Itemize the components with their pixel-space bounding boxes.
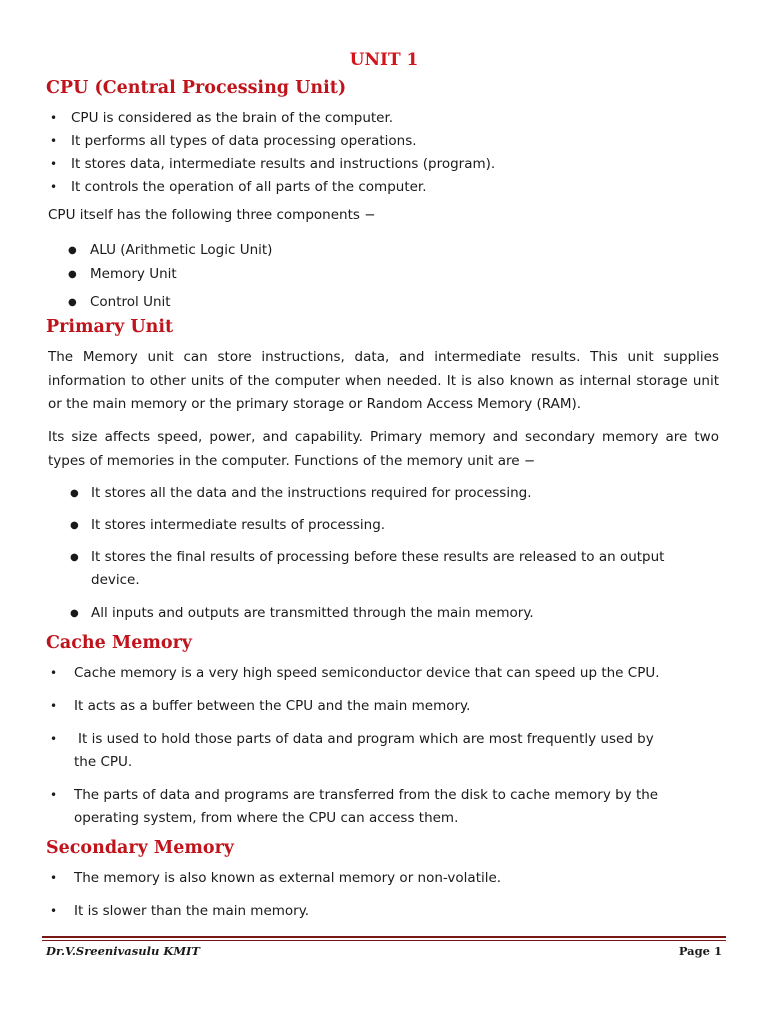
primary-bullet-2: It stores intermediate results of processing. <box>91 517 386 533</box>
cache-heading: Cache Memory <box>46 633 192 653</box>
bullet-icon: • <box>50 180 58 194</box>
bullet-icon: • <box>50 157 58 171</box>
cpu-bullet-4: It controls the operation of all parts of the computer. <box>71 179 427 195</box>
bullet-icon: • <box>50 111 58 125</box>
secondary-bullet-1: The memory is also known as external memory or non-volatile. <box>74 870 502 886</box>
bullet-icon: ● <box>70 608 79 619</box>
cpu-bullet-1: CPU is considered as the brain of the computer. <box>71 110 394 126</box>
cache-bullet-1: Cache memory is a very high speed semiconductor device that can speed up the CPU. <box>74 665 660 681</box>
bullet-icon: • <box>50 788 58 802</box>
primary-bullet-1: It stores all the data and the instructions required for processing. <box>91 485 532 501</box>
primary-bullet-4: All inputs and outputs are transmitted through the main memory. <box>91 605 534 621</box>
primary-paragraph-2: Its size affects speed, power, and capability. Primary memory and secondary memory are two types of memories in the computer. Functions of the memory unit are − <box>48 429 719 469</box>
bullet-icon: ● <box>68 269 77 280</box>
primary-bullet-3: It stores the final results of processing before these results are released to an output <box>91 549 665 565</box>
cpu-intro: CPU itself has the following three components − <box>48 207 376 223</box>
cpu-bullet-3: It stores data, intermediate results and instructions (program). <box>71 156 496 172</box>
bullet-icon: ● <box>68 297 77 308</box>
cpu-component-memory: Memory Unit <box>90 266 177 282</box>
cache-bullet-3-cont: the CPU. <box>74 754 133 770</box>
unit-title: UNIT 1 <box>349 50 419 70</box>
bullet-icon: • <box>50 699 58 713</box>
bullet-icon: • <box>50 904 58 918</box>
primary-heading: Primary Unit <box>46 317 174 337</box>
bullet-icon: • <box>50 666 58 680</box>
footer-page-number: Page 1 <box>678 944 722 958</box>
primary-paragraph-1: The Memory unit can store instructions, data, and intermediate results. This unit supplies information to other units of the computer when needed. It is also known as internal storage unit or the main memory or the primary storage or Random Access Memory (RAM). <box>48 349 719 412</box>
footer-rule <box>42 936 726 938</box>
cache-bullet-2: It acts as a buffer between the CPU and the main memory. <box>74 698 471 714</box>
cpu-heading: CPU (Central Processing Unit) <box>46 78 347 98</box>
bullet-icon: • <box>50 871 58 885</box>
cpu-bullet-2: It performs all types of data processing operations. <box>71 133 417 149</box>
bullet-icon: • <box>50 134 58 148</box>
bullet-icon: • <box>50 732 58 746</box>
primary-bullet-3-cont: device. <box>91 572 140 588</box>
secondary-bullet-2: It is slower than the main memory. <box>74 903 310 919</box>
bullet-icon: ● <box>68 245 77 256</box>
bullet-icon: ● <box>70 552 79 563</box>
footer-rule-thin <box>42 940 726 941</box>
cpu-component-alu: ALU (Arithmetic Logic Unit) <box>90 242 273 258</box>
secondary-heading: Secondary Memory <box>46 838 234 858</box>
cache-bullet-4-cont: operating system, from where the CPU can access them. <box>74 810 459 826</box>
cache-bullet-4: The parts of data and programs are transferred from the disk to cache memory by the <box>74 787 659 803</box>
cpu-component-control: Control Unit <box>90 294 171 310</box>
cache-bullet-3: It is used to hold those parts of data and program which are most frequently used by <box>78 731 654 747</box>
bullet-icon: ● <box>70 520 79 531</box>
footer-author: Dr.V.Sreenivasulu KMIT <box>46 944 200 958</box>
bullet-icon: ● <box>70 488 79 499</box>
